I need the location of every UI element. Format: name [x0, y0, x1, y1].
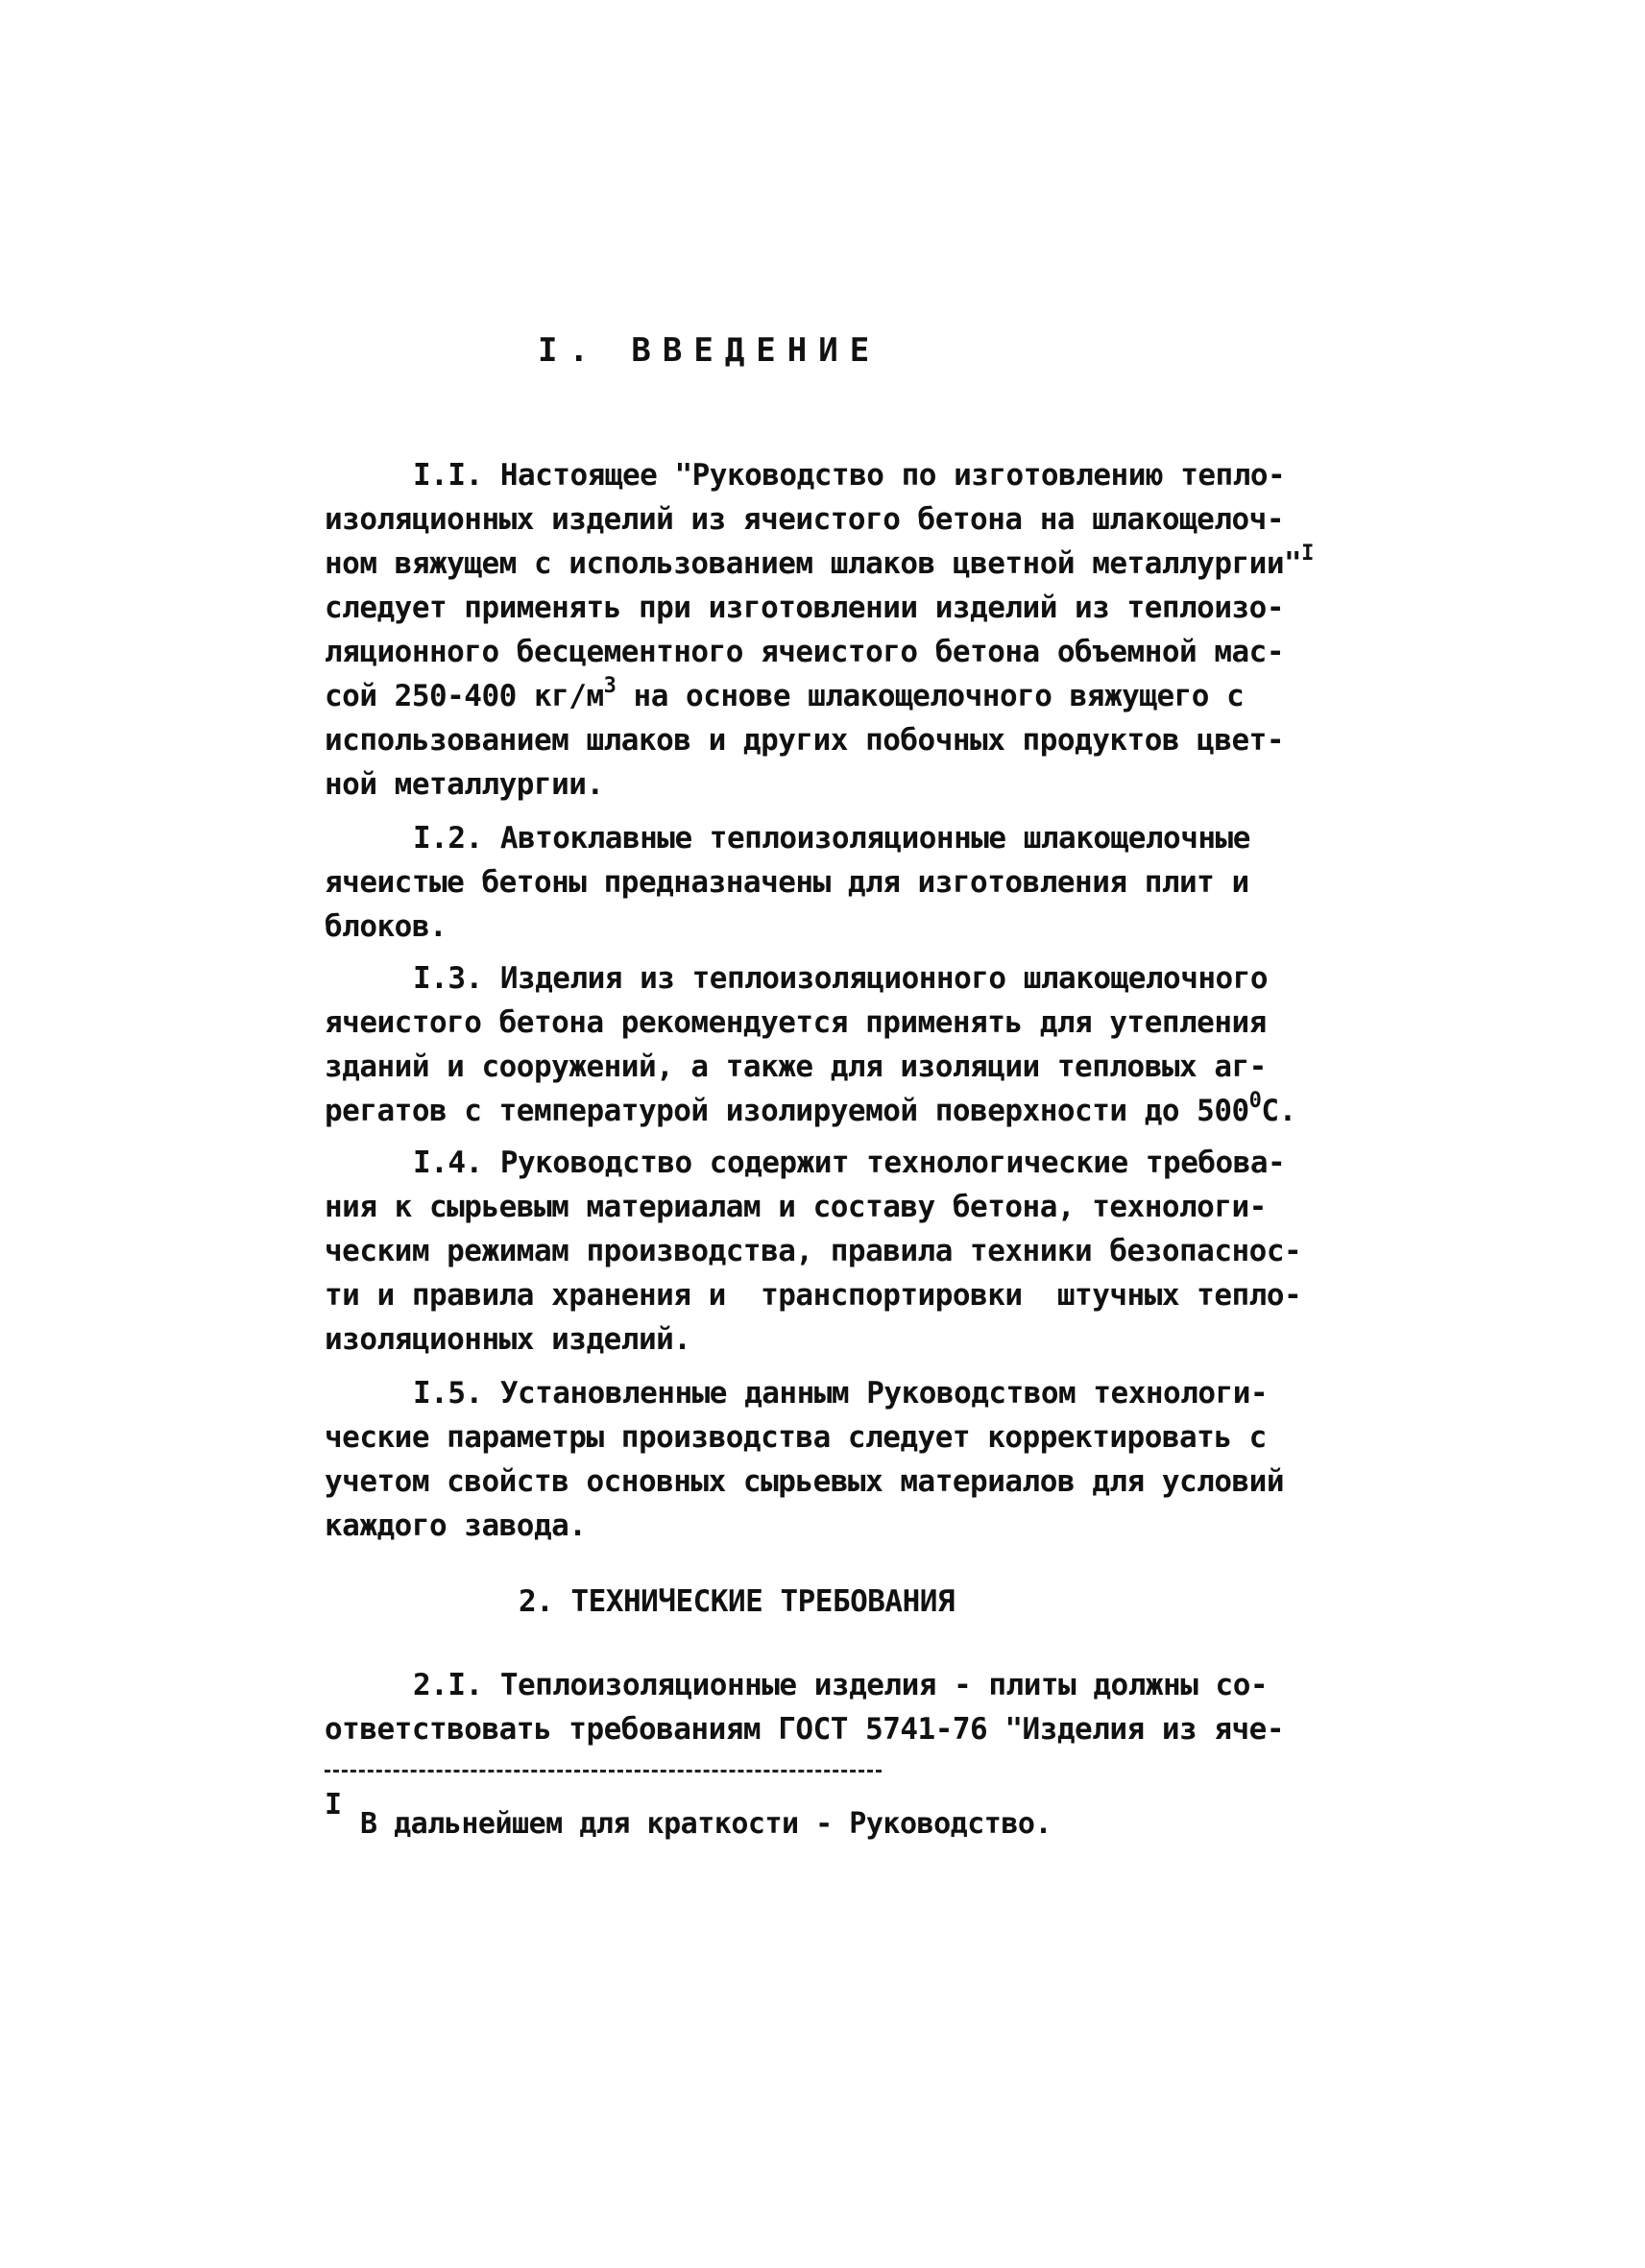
p4-line-5: изоляционных изделий. — [325, 1322, 691, 1357]
p1-line-3 — [325, 542, 1314, 586]
s2-line-1: 2.I. Теплоизоляционные изделия - плиты должны со- — [413, 1668, 1269, 1702]
cubic-superscript: 3 — [603, 674, 617, 698]
p1-line-2: изоляционных изделий из ячеистого бетона на шлакощелоч- — [325, 502, 1284, 537]
p3-line-3: зданий и сооружений, а также для изоляции тепловых аг- — [325, 1050, 1267, 1084]
p1-line-6-text-a: сой 250-400 кг/м — [325, 679, 604, 713]
p1-line-4: следует применять при изготовлении изделий из теплоизо- — [325, 591, 1284, 625]
p3-line-1: I.3. Изделия из теплоизоляционного шлакощелочного — [413, 961, 1269, 996]
p4-line-4: ти и правила хранения и транспортировки штучных тепло- — [325, 1278, 1302, 1313]
p5-line-1: I.5. Установленные данным Руководством технологи- — [413, 1376, 1269, 1411]
p1-line-3-text: ном вяжущем с использованием шлаков цветной металлургии" — [325, 546, 1302, 581]
p3-line-4 — [325, 1089, 1296, 1133]
p4-line-2: ния к сырьевым материалам и составу бетона, технологи- — [325, 1190, 1267, 1224]
p4-line-1: I.4. Руководство содержит технологические требова- — [413, 1146, 1286, 1180]
footnote-divider — [325, 1770, 882, 1773]
p1-line-1: I.I. Настоящее "Руководство по изготовлению тепло- — [413, 458, 1286, 493]
p3-line-4-text-b: С. — [1261, 1094, 1296, 1128]
section-1-heading: I. ВВЕДЕНИЕ — [538, 331, 882, 370]
p2-line-3: блоков. — [325, 909, 448, 944]
p1-line-8: ной металлургии. — [325, 767, 604, 802]
footnote-text: В дальнейшем для краткости - Руководство. — [360, 1807, 1052, 1841]
degree-superscript: 0 — [1248, 1089, 1262, 1113]
footnote-mark: I — [325, 1788, 343, 1822]
p2-line-1: I.2. Автоклавные теплоизоляционные шлакощелочные — [413, 821, 1250, 856]
p4-line-3: ческим режимам производства, правила техники безопаснос- — [325, 1234, 1302, 1268]
p5-line-3: учетом свойств основных сырьевых материалов для условий — [325, 1464, 1284, 1499]
footnote-reference: I — [1301, 542, 1314, 566]
p2-line-2: ячеистые бетоны предназначены для изготовления плит и — [325, 865, 1249, 900]
s2-line-2: ответствовать требованиям ГОСТ 5741-76 "Изделия из яче- — [325, 1712, 1284, 1747]
p3-line-2: ячеистого бетона рекомендуется применять для утепления — [325, 1005, 1267, 1040]
p5-line-2: ческие параметры производства следует корректировать с — [325, 1420, 1267, 1455]
p1-line-7: использованием шлаков и других побочных продуктов цвет- — [325, 723, 1284, 758]
p1-line-6 — [325, 674, 1244, 718]
p3-line-4-text-a: регатов с температурой изолируемой поверхности до 500 — [325, 1094, 1249, 1128]
p1-line-5: ляционного бесцементного ячеистого бетона объемной мас- — [325, 635, 1284, 669]
p1-line-6-text-b: на основе шлакощелочного вяжущего с — [616, 679, 1245, 713]
section-2-heading: 2. ТЕХНИЧЕСКИЕ ТРЕБОВАНИЯ — [519, 1584, 956, 1619]
p5-line-4: каждого завода. — [325, 1508, 587, 1543]
